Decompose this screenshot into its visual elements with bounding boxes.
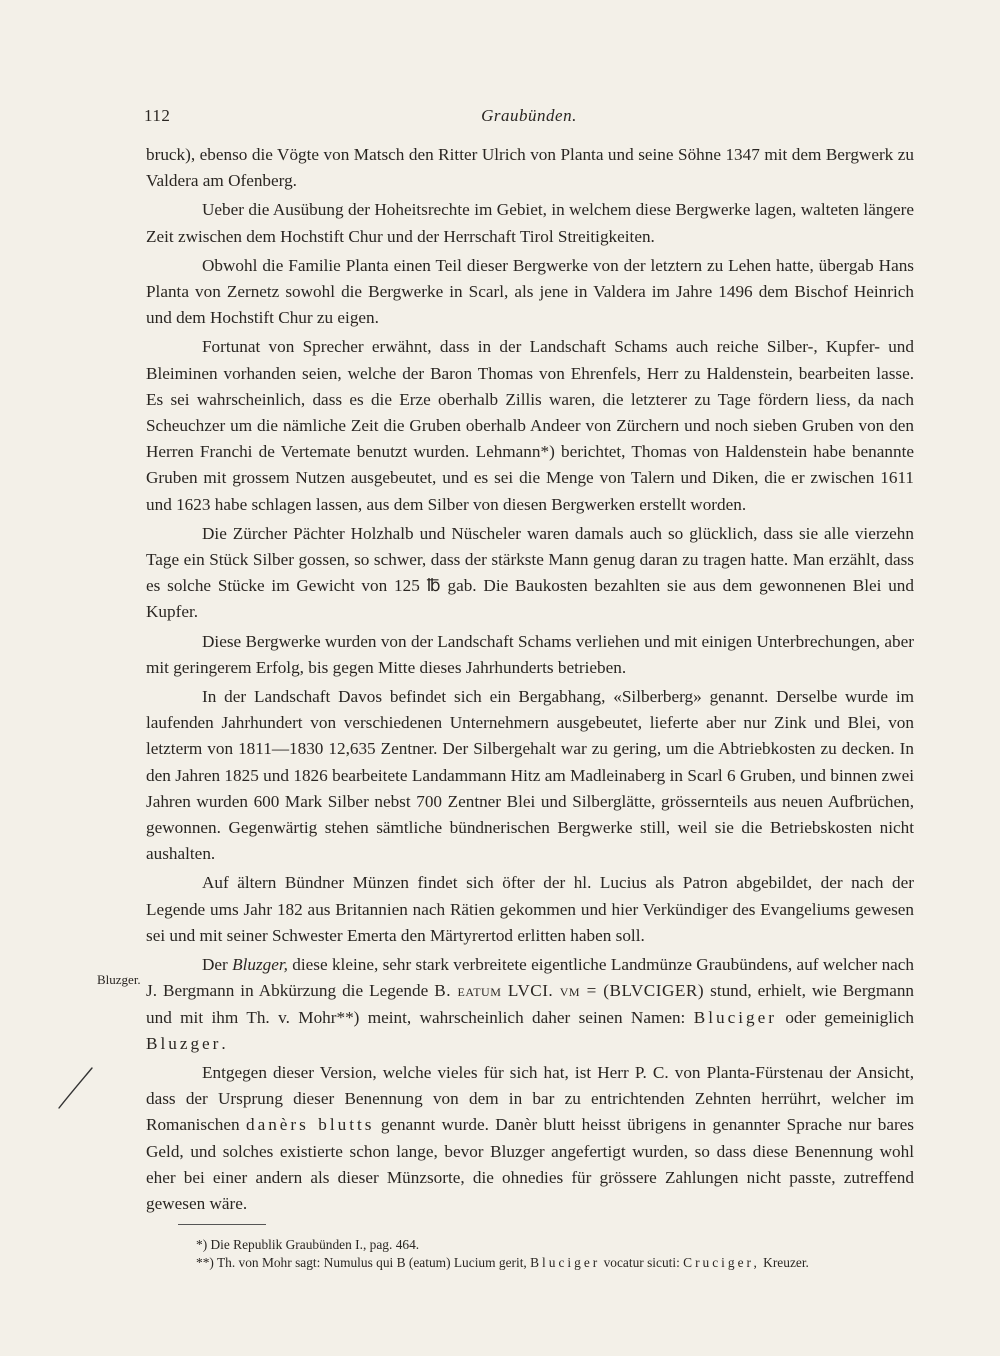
text-run: Entgegen dieser Version, welche vieles für sich hat, ist Herr P. C. von Planta-Fürstenau der Ansicht, dass der Ursprung dieser Benennung von dem in bar zu entrichtenden Zehnten herrührt, welcher im Romanischen bbox=[146, 1062, 914, 1135]
paragraph: Ueber die Ausübung der Hoheitsrechte im Gebiet, in welchem diese Bergwerke lagen, walteten längere Zeit zwischen dem Hochstift Chur und der Herrschaft Tirol Streitigkeiten. bbox=[146, 200, 914, 246]
text-run: oder gemeiniglich bbox=[776, 1007, 915, 1027]
paragraph: Diese Bergwerke wurden von der Landschaft Schams verliehen und mit einigen Unterbrechungen, aber mit geringerem Erfolg, bis gegen Mitte dieses Jahrhunderts betrieben. bbox=[146, 631, 914, 677]
spaced-term: Bluciger bbox=[693, 1007, 777, 1027]
paragraph: bruck), ebenso die Vögte von Matsch den Ritter Ulrich von Planta und seine Söhne 1347 mit dem Bergwerk zu Valdera am Ofenberg. bbox=[146, 145, 914, 191]
text-run: **) Th. von Mohr sagt: Numulus qui B (eatum) Lucium gerit, bbox=[196, 1255, 531, 1270]
paragraph-last bbox=[146, 1060, 914, 1217]
text-run: vocatur sicuti: bbox=[600, 1255, 684, 1270]
footnotes bbox=[196, 1236, 926, 1272]
spaced-term: danèrs blutts bbox=[245, 1115, 375, 1135]
paragraph: Fortunat von Sprecher erwähnt, dass in der Landschaft Schams auch reiche Silber-, Kupfer- und Bleiminen vorhanden seien, welche der Baron Thomas von Ehrenfels, Herr zu Haldenstein, bearbeiten lasse. Es sei wahrscheinlich, dass es die Erze oberhalb Zillis waren, die letzterer zu Tage fördern liess, da nach Scheuchzer um die nämliche Zeit die Gruben oberhalb Andeer von Zürchern und noch sieben Gruben von den Herren Franchi de Vertemate benutzt wurden. Lehmann*) berichtet, Thomas von Haldenstein habe benannte Gruben mit grossem Nutzen ausgebeutet, und es sei die Menge von Talern und Diken, die er zwischen 1611 und 1623 habe schlagen lassen, aus dem Silber von diesen Bergwerken erstellt worden. bbox=[146, 337, 914, 514]
paragraph: Obwohl die Familie Planta einen Teil dieser Bergwerke von der letztern zu Lehen hatte, übergab Hans Planta von Zernetz sowohl die Bergwerke in Scarl, als jene in Valdera im Jahre 1496 dem Bischof Heinrich und dem Hochstift Chur zu eigen. bbox=[146, 255, 914, 328]
footnote bbox=[196, 1254, 926, 1272]
text-run: stund, erhielt, wie Bergmann und mit ihm Th. v. Mohr**) meint, wahrscheinlich daher seinen Namen: bbox=[146, 981, 915, 1027]
paragraph: Auf ältern Bündner Münzen findet sich öfter der hl. Lucius als Patron abgebildet, der nach der Legende ums Jahr 182 aus Britannien nach Rätien gekommen und hier Verkündiger des Evangeliums gewesen sei und mit seiner Schwester Emerta den Märtyrertod erlitten haben soll. bbox=[146, 873, 914, 945]
page-number: 112 bbox=[144, 106, 171, 125]
footnote: *) Die Republik Graubünden I., pag. 464. bbox=[196, 1237, 420, 1252]
body-text bbox=[146, 142, 914, 1220]
spaced-term: Cruciger, bbox=[683, 1255, 760, 1270]
paragraph-bluzger bbox=[146, 952, 914, 1057]
text-run: diese kleine, sehr stark verbreitete eigentliche Landmünze Graubündens, auf welcher nach J. Bergmann in Abkürzung die Legende bbox=[146, 955, 915, 1001]
term-bluzger: Bluzger, bbox=[232, 955, 288, 975]
spaced-term: Bluciger bbox=[530, 1255, 601, 1270]
coin-legend: B. eatum LVCI. vm = (BLVCIGER) bbox=[434, 981, 705, 1001]
spaced-term: Bluzger bbox=[146, 1033, 222, 1053]
text-run: Der bbox=[202, 955, 233, 975]
margin-note: Bluzger. bbox=[97, 972, 141, 987]
text-run: Kreuzer. bbox=[759, 1255, 809, 1270]
pencil-mark bbox=[56, 1066, 96, 1110]
paragraph: Die Zürcher Pächter Holzhalb und Nüscheler waren damals auch so glücklich, dass sie alle vierzehn Tage ein Stück Silber gossen, so schwer, dass der stärkste Mann genug daran zu tragen hatte. Man erzählt, dass es solche Stücke im Gewicht von 125 ℔ gab. Die Baukosten bezahlten sie aus dem gewonnenen Blei und Kupfer. bbox=[146, 523, 914, 622]
text-run: . bbox=[221, 1033, 226, 1053]
running-title: Graubünden. bbox=[481, 106, 577, 125]
paragraph: In der Landschaft Davos befindet sich ein Bergabhang, «Silberberg» genannt. Derselbe wurde im laufenden Jahrhundert von verschiedenen Unternehmern ausgebeutet, lieferte aber nur Zink und Blei, von letzterm von 1811—1830 12,635 Zentner. Der Silbergehalt war zu gering, um die Abtriebkosten zu decken. In den Jahren 1825 und 1826 bearbeitete Landammann Hitz am Madleinaberg in Scarl 6 Gruben, und binnen zwei Jahren wurden 600 Mark Silber nebst 700 Zentner Blei und Silberglätte, grössernteils aus neuen Aufbrüchen, gewonnen. Gegenwärtig stehen sämtliche bündnerischen Bergwerke still, weil sie die Betriebskosten nicht aushalten. bbox=[146, 687, 914, 864]
footnote-rule bbox=[178, 1224, 266, 1225]
text-run: genannt wurde. Danèr blutt heisst übrigens in genannter Sprache nur bares Geld, und solches existierte schon lange, bevor Bluzger angefertigt wurden, so dass diese Benennung wohl eher bei einer andern als dieser Münzsorte, die ohnedies für grössere Zahlungen nicht passte, zutreffend gewesen wäre. bbox=[146, 1115, 914, 1213]
